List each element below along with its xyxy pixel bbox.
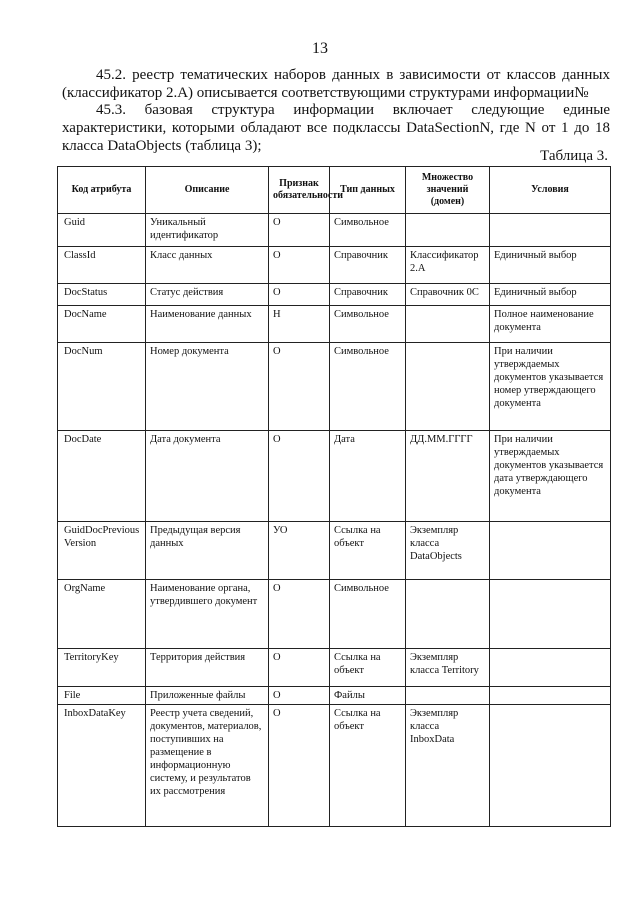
cell-description: Наименование органа, утвердившего документ: [146, 580, 269, 649]
cell-required: Н: [269, 306, 330, 343]
table-row: [58, 306, 611, 343]
cell-required: УО: [269, 522, 330, 580]
page-number: 13: [312, 40, 328, 57]
cell-conditions: При наличии утверждаемых документов указывается дата утверждающего документа: [490, 431, 611, 522]
cell-code: Guid: [58, 214, 146, 247]
cell-code: DocName: [58, 306, 146, 343]
table-row: [58, 284, 611, 306]
table-header-row: [58, 167, 611, 214]
cell-code: File: [58, 687, 146, 705]
cell-conditions: [490, 705, 611, 827]
header-description: Описание: [146, 167, 269, 214]
cell-conditions: При наличии утверждаемых документов указывается номер утверждающего документа: [490, 343, 611, 431]
cell-type: Символьное: [330, 343, 406, 431]
cell-type: Файлы: [330, 687, 406, 705]
cell-conditions: [490, 687, 611, 705]
cell-description: Предыдущая версия данных: [146, 522, 269, 580]
cell-domain: Экземпляр класса Territory: [406, 649, 490, 687]
cell-type: Ссылка на объект: [330, 705, 406, 827]
header-conditions: Условия: [490, 167, 611, 214]
cell-description: Дата документа: [146, 431, 269, 522]
cell-required: О: [269, 705, 330, 827]
table-row: [58, 687, 611, 705]
cell-domain: Справочник 0С: [406, 284, 490, 306]
table-caption: Таблица 3.: [540, 148, 608, 164]
cell-code: ClassId: [58, 247, 146, 284]
cell-description: Приложенные файлы: [146, 687, 269, 705]
cell-description: Статус действия: [146, 284, 269, 306]
cell-type: Справочник: [330, 247, 406, 284]
cell-conditions: [490, 649, 611, 687]
cell-domain: Экземпляр класса InboxData: [406, 705, 490, 827]
cell-type: Ссылка на объект: [330, 649, 406, 687]
cell-domain: Экземпляр класса DataObjects: [406, 522, 490, 580]
cell-conditions: Единичный выбор: [490, 247, 611, 284]
cell-required: О: [269, 247, 330, 284]
cell-conditions: [490, 522, 611, 580]
cell-required: О: [269, 343, 330, 431]
cell-conditions: [490, 214, 611, 247]
cell-required: О: [269, 580, 330, 649]
cell-code: DocStatus: [58, 284, 146, 306]
cell-type: Символьное: [330, 306, 406, 343]
table-row: [58, 522, 611, 580]
header-attribute-code: Код атрибута: [58, 167, 146, 214]
cell-required: О: [269, 687, 330, 705]
cell-type: Символьное: [330, 580, 406, 649]
cell-type: Справочник: [330, 284, 406, 306]
paragraph-45-3: [62, 101, 610, 155]
cell-description: Реестр учета сведений, документов, материалов, поступивших на размещение в информационную систему, и результатов их рассмотрения: [146, 705, 269, 827]
cell-conditions: [490, 580, 611, 649]
table-row: [58, 343, 611, 431]
paragraph-45-2: [62, 66, 610, 102]
table-row: [58, 580, 611, 649]
table-row: [58, 649, 611, 687]
cell-domain: [406, 214, 490, 247]
paragraph-text: 45.3. базовая структура информации включает следующие единые характеристики, которыми обладают все подклассы DataSectionN, где N от 1 до 18 класса DataObjects (таблица 3);: [62, 102, 610, 154]
cell-required: О: [269, 649, 330, 687]
cell-required: О: [269, 214, 330, 247]
cell-description: Номер документа: [146, 343, 269, 431]
cell-code: InboxDataKey: [58, 705, 146, 827]
header-value-domain: Множество значений (домен): [406, 167, 490, 214]
table-row: [58, 705, 611, 827]
cell-domain: [406, 343, 490, 431]
cell-required: О: [269, 284, 330, 306]
cell-code: TerritoryKey: [58, 649, 146, 687]
cell-conditions: Полное наименование документа: [490, 306, 611, 343]
cell-code: DocDate: [58, 431, 146, 522]
cell-domain: ДД.ММ.ГГГГ: [406, 431, 490, 522]
cell-domain: [406, 687, 490, 705]
table-row: [58, 214, 611, 247]
cell-code: GuidDocPrevious Version: [58, 522, 146, 580]
paragraph-text: 45.2. реестр тематических наборов данных в зависимости от классов данных (классификатор 2.А) описывается соответствующими структурами информации№: [62, 67, 610, 101]
header-required-flag: Признак обязательности: [269, 167, 330, 214]
cell-conditions: Единичный выбор: [490, 284, 611, 306]
cell-description: Класс данных: [146, 247, 269, 284]
cell-type: Ссылка на объект: [330, 522, 406, 580]
table-row: [58, 431, 611, 522]
cell-domain: [406, 580, 490, 649]
cell-description: Территория действия: [146, 649, 269, 687]
table-row: [58, 247, 611, 284]
cell-code: DocNum: [58, 343, 146, 431]
cell-description: Наименование данных: [146, 306, 269, 343]
cell-domain: Классификатор 2.А: [406, 247, 490, 284]
cell-type: Дата: [330, 431, 406, 522]
attribute-table: [57, 166, 611, 827]
cell-code: OrgName: [58, 580, 146, 649]
header-data-type: Тип данных: [330, 167, 406, 214]
cell-domain: [406, 306, 490, 343]
cell-description: Уникальный идентификатор: [146, 214, 269, 247]
cell-type: Символьное: [330, 214, 406, 247]
cell-required: О: [269, 431, 330, 522]
